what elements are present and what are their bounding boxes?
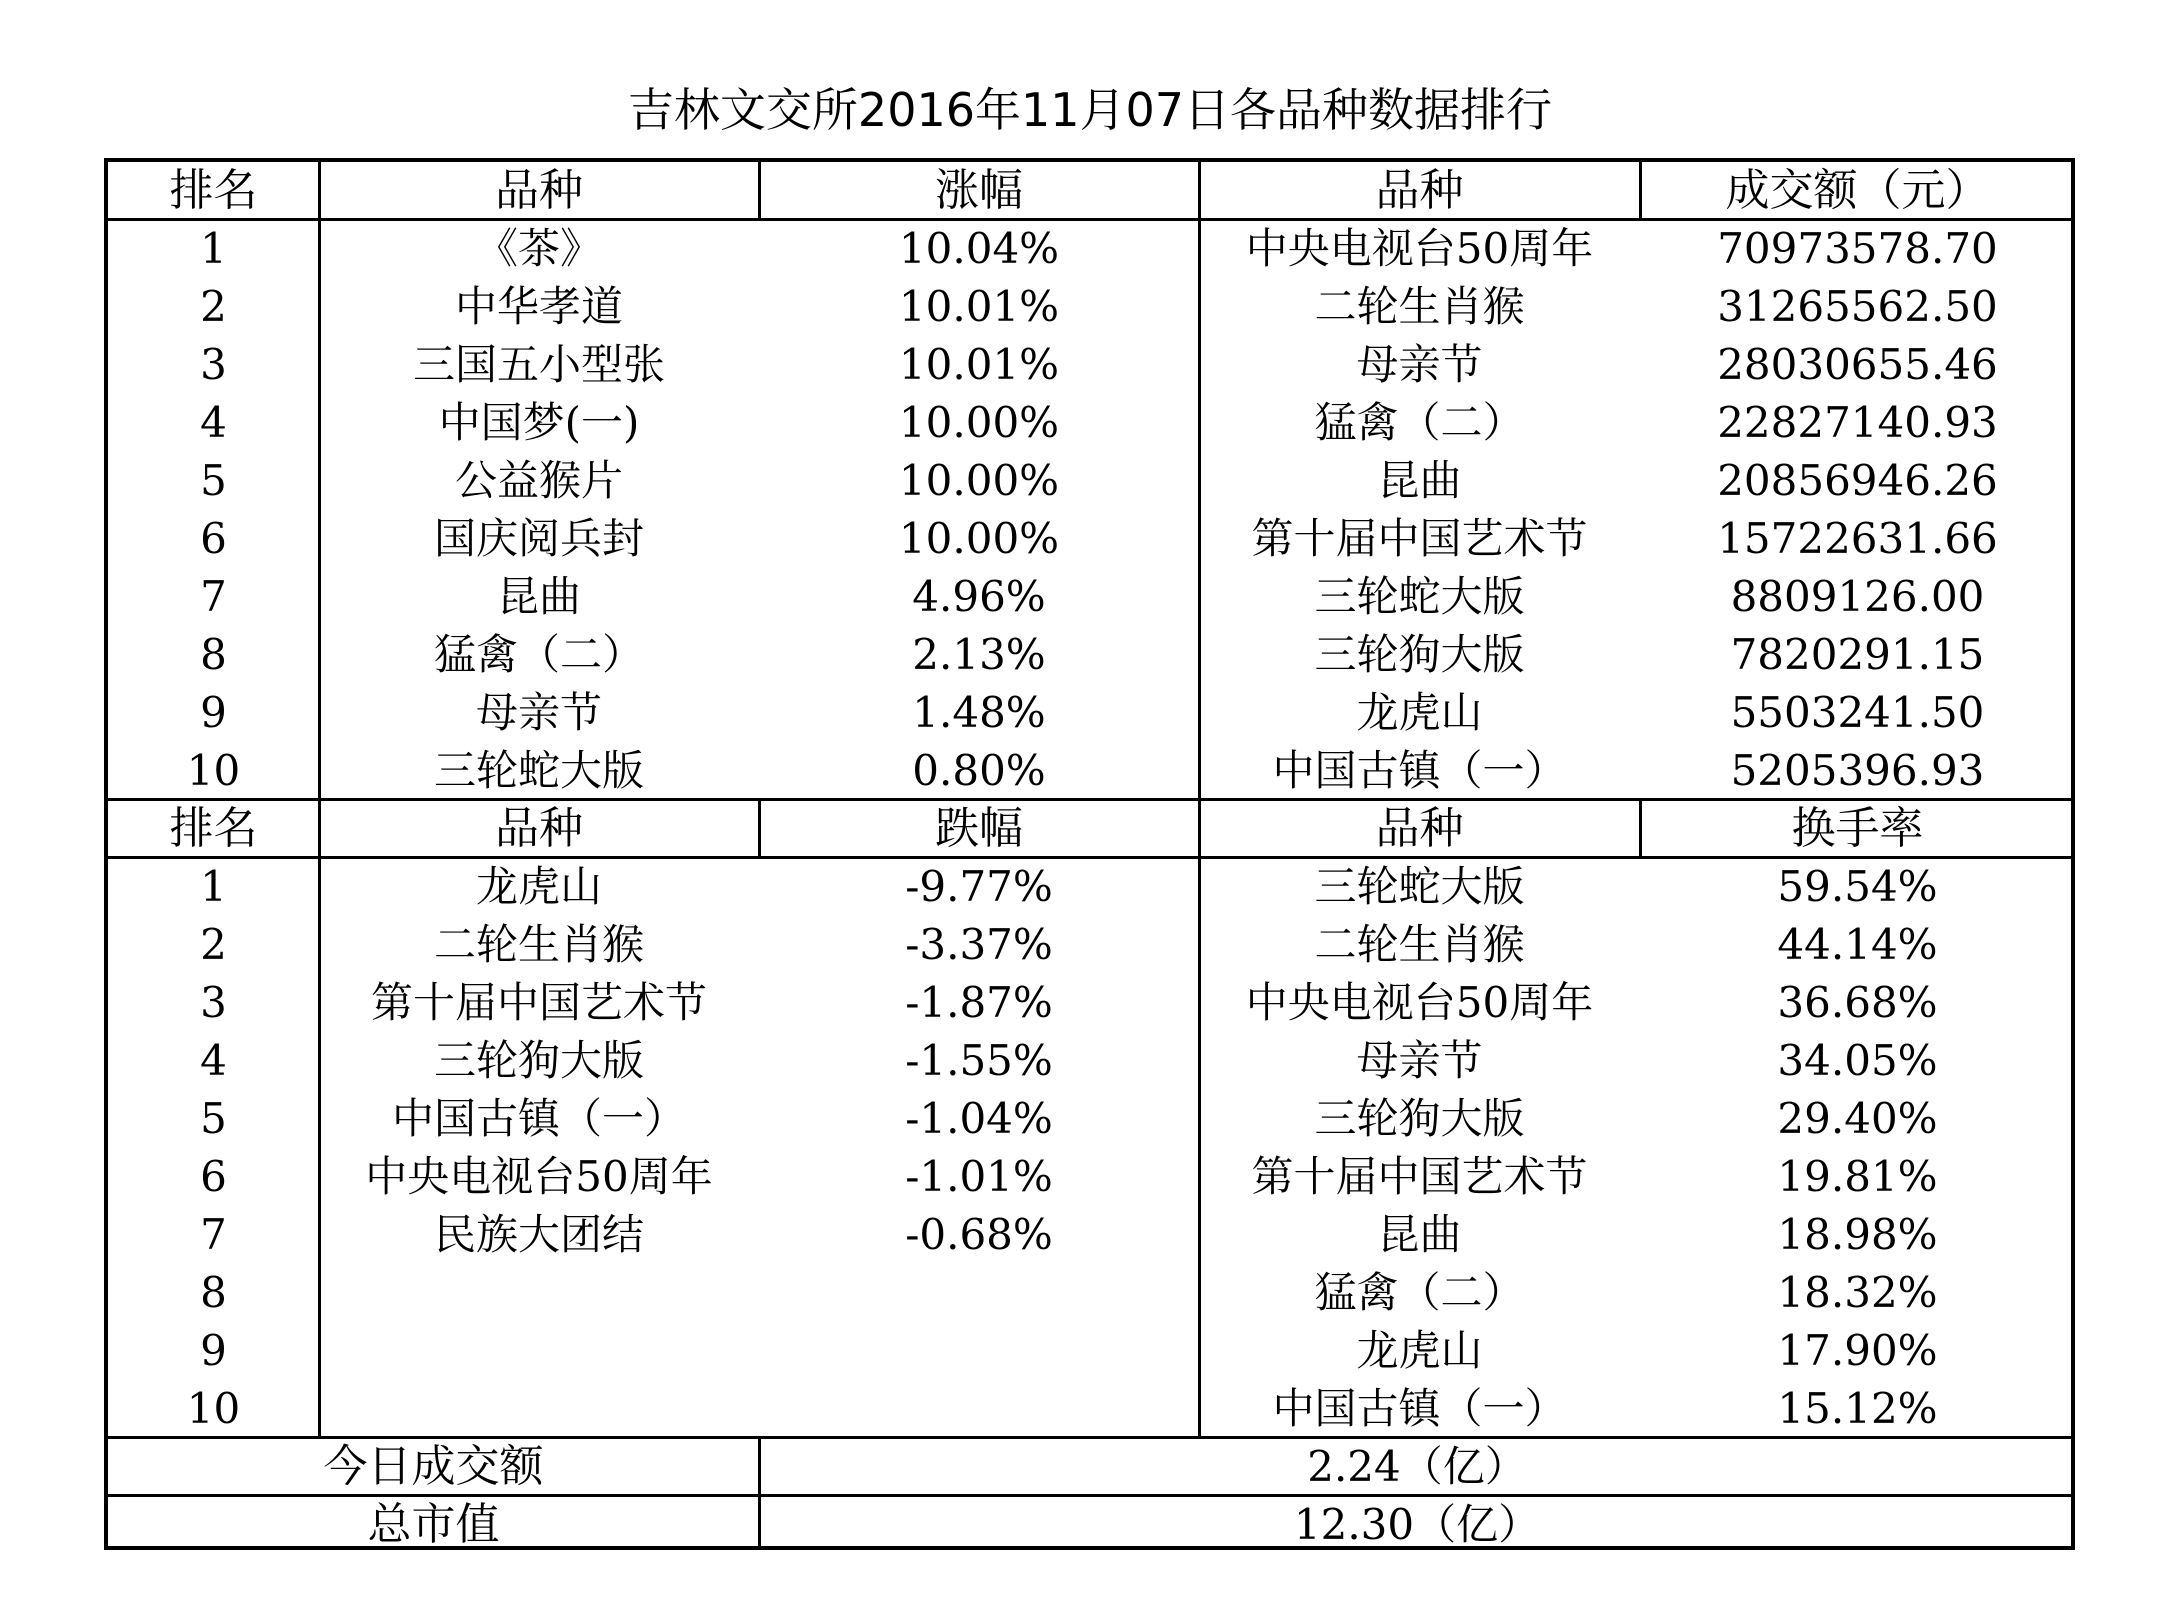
table-cell: 5 [200,1094,227,1143]
table-cell: -1.55% [905,1036,1053,1085]
table-cell: 中央电视台50周年 [1245,978,1594,1027]
table-cell: 猛禽（二） [433,630,644,679]
table-cell: 三轮蛇大版 [433,746,644,795]
table-cell: 18.32% [1777,1268,1938,1317]
grid-line [108,856,2071,859]
table-row [108,220,2071,278]
grid-line [758,162,761,220]
table-row [108,510,2071,568]
table-cell: 1 [200,862,227,911]
table-cell: 母亲节 [475,688,602,737]
table-cell: 2 [200,282,227,331]
table-cell: 29.40% [1777,1094,1938,1143]
table-cell: 19.81% [1777,1152,1938,1201]
header-cell: 品种 [495,803,583,854]
table-cell: 昆曲 [1377,1210,1462,1259]
header-cell: 跌幅 [935,803,1023,854]
bottom-header-row [108,800,2071,858]
table-cell: -3.37% [905,920,1053,969]
grid-line [758,798,761,856]
table-cell: 10.04% [898,224,1060,273]
table-cell: 母亲节 [1356,1036,1483,1085]
table-cell: 三轮蛇大版 [1314,862,1525,911]
table-row [108,858,2071,916]
table-cell: 中国古镇（一） [1272,1384,1567,1433]
table-cell: 18.98% [1777,1210,1938,1259]
header-cell: 品种 [1375,165,1464,216]
header-cell: 排名 [169,165,258,216]
table-cell: 第十届中国艺术节 [370,978,707,1027]
page-title: 吉林文交所2016年11月07日各品种数据排行 [627,83,1553,137]
table-row [108,394,2071,452]
table-cell: 3 [200,340,227,389]
table-cell: 中国梦(一) [438,398,640,447]
table-cell: 第十届中国艺术节 [1251,514,1588,563]
top-header-row [108,162,2071,220]
table-cell: 10.01% [898,282,1060,331]
table-cell: 34.05% [1777,1036,1938,1085]
table-row [108,1090,2071,1148]
table-cell: 36.68% [1777,978,1938,1027]
header-cell: 涨幅 [935,165,1023,216]
table-cell: 三轮狗大版 [1314,630,1525,679]
table-cell: 二轮生肖猴 [1314,282,1525,331]
table-row [108,1322,2071,1380]
table-cell: 70973578.70 [1717,224,1998,273]
table-cell: 2.13% [912,630,1046,679]
table-cell: 0.80% [912,746,1046,795]
header-cell: 品种 [1375,803,1464,854]
table-cell: 8809126.00 [1730,572,1985,621]
header-cell: 排名 [169,803,258,854]
table-cell: 母亲节 [1356,340,1483,389]
table-cell: 6 [200,1152,227,1201]
table-cell: 10 [186,1384,241,1433]
table-cell: 民族大团结 [433,1210,644,1259]
table-row [108,278,2071,336]
grid-line [318,162,321,1436]
grid-line [108,218,2071,221]
table-cell: 4 [200,398,227,447]
table-row [108,1032,2071,1090]
table-cell: 猛禽（二） [1314,1268,1525,1317]
table-cell: 昆曲 [1377,456,1462,505]
ranking-table [104,158,2075,1550]
table-cell: 中央电视台50周年 [365,1152,713,1201]
table-cell: 2 [200,920,227,969]
table-cell: 公益猴片 [454,456,623,505]
table-cell [319,1264,759,1322]
table-cell: 22827140.93 [1717,398,1998,447]
table-cell: 5 [200,456,227,505]
table-cell: 59.54% [1777,862,1938,911]
table-cell: 7 [200,1210,227,1259]
table-row [108,1380,2071,1438]
grid-line [108,798,2071,801]
table-cell: 二轮生肖猴 [433,920,644,969]
table-cell: 三轮狗大版 [1314,1094,1525,1143]
header-cell: 成交额（元） [1725,165,1990,216]
table-cell [759,1380,1199,1438]
table-cell: 龙虎山 [1356,688,1483,737]
table-cell [319,1380,759,1438]
table-cell [759,1322,1199,1380]
table-cell: 31265562.50 [1717,282,1998,331]
table-cell: -0.68% [905,1210,1053,1259]
grid-line [758,1436,761,1548]
table-cell: 第十届中国艺术节 [1251,1152,1588,1201]
table-cell: 国庆阅兵封 [433,514,644,563]
table-cell: 三轮蛇大版 [1314,572,1525,621]
table-cell: -1.04% [905,1094,1053,1143]
table-cell: 中国古镇（一） [391,1094,686,1143]
table-cell: 28030655.46 [1717,340,1998,389]
table-cell: 7820291.15 [1730,630,1985,679]
table-row [108,974,2071,1032]
table-cell: 4.96% [912,572,1046,621]
summary-label: 总市值 [367,1499,500,1550]
table-cell: -9.77% [905,862,1053,911]
table-row [108,1206,2071,1264]
table-cell: 20856946.26 [1717,456,1998,505]
table-row [108,626,2071,684]
table-cell: 龙虎山 [475,862,602,911]
grid-line [1639,798,1642,856]
table-cell: 10 [186,746,241,795]
table-cell: 龙虎山 [1356,1326,1483,1375]
table-cell: 15722631.66 [1717,514,1998,563]
table-cell: 中国古镇（一） [1272,746,1567,795]
table-cell: 15.12% [1777,1384,1938,1433]
table-cell: 10.00% [898,456,1060,505]
table-cell: 6 [200,514,227,563]
grid-line [1639,162,1642,220]
table-cell: 9 [200,688,227,737]
table-cell: 8 [200,1268,227,1317]
table-cell: 8 [200,630,227,679]
table-row [108,336,2071,394]
header-cell: 品种 [495,165,583,216]
table-cell: 猛禽（二） [1314,398,1525,447]
table-row [108,916,2071,974]
summary-value: 12.30（亿） [1293,1500,1541,1549]
table-cell: 5205396.93 [1730,746,1985,795]
table-cell: 三国五小型张 [412,340,665,389]
table-row [108,742,2071,800]
grid-line [1198,162,1201,1436]
table-cell [319,1322,759,1380]
table-cell: 10.00% [898,514,1060,563]
table-cell: 4 [200,1036,227,1085]
table-row [108,1264,2071,1322]
table-cell: -1.87% [905,978,1053,1027]
table-row [108,452,2071,510]
summary-label: 今日成交额 [323,1441,544,1492]
table-cell: -1.01% [905,1152,1053,1201]
table-cell: 1 [200,224,227,273]
summary-row-turnover [108,1438,2071,1496]
table-cell: 中央电视台50周年 [1245,224,1594,273]
table-row [108,568,2071,626]
table-cell: 1.48% [912,688,1046,737]
grid-line [108,1494,2071,1497]
table-cell: 三轮狗大版 [433,1036,644,1085]
table-cell: 二轮生肖猴 [1314,920,1525,969]
summary-value: 2.24（亿） [1307,1442,1527,1491]
table-cell: 10.01% [898,340,1060,389]
table-row [108,684,2071,742]
header-cell: 换手率 [1791,803,1924,854]
table-cell: 7 [200,572,227,621]
table-cell: 5503241.50 [1730,688,1985,737]
grid-line [108,1436,2071,1439]
table-cell: 44.14% [1777,920,1938,969]
table-cell: 《茶》 [475,224,602,273]
table-cell: 17.90% [1777,1326,1938,1375]
table-cell: 10.00% [898,398,1060,447]
table-cell [759,1264,1199,1322]
table-cell: 9 [200,1326,227,1375]
table-cell: 3 [200,978,227,1027]
table-row [108,1148,2071,1206]
table-cell: 昆曲 [496,572,581,621]
table-cell: 中华孝道 [454,282,623,331]
summary-row-market-cap [108,1496,2071,1554]
